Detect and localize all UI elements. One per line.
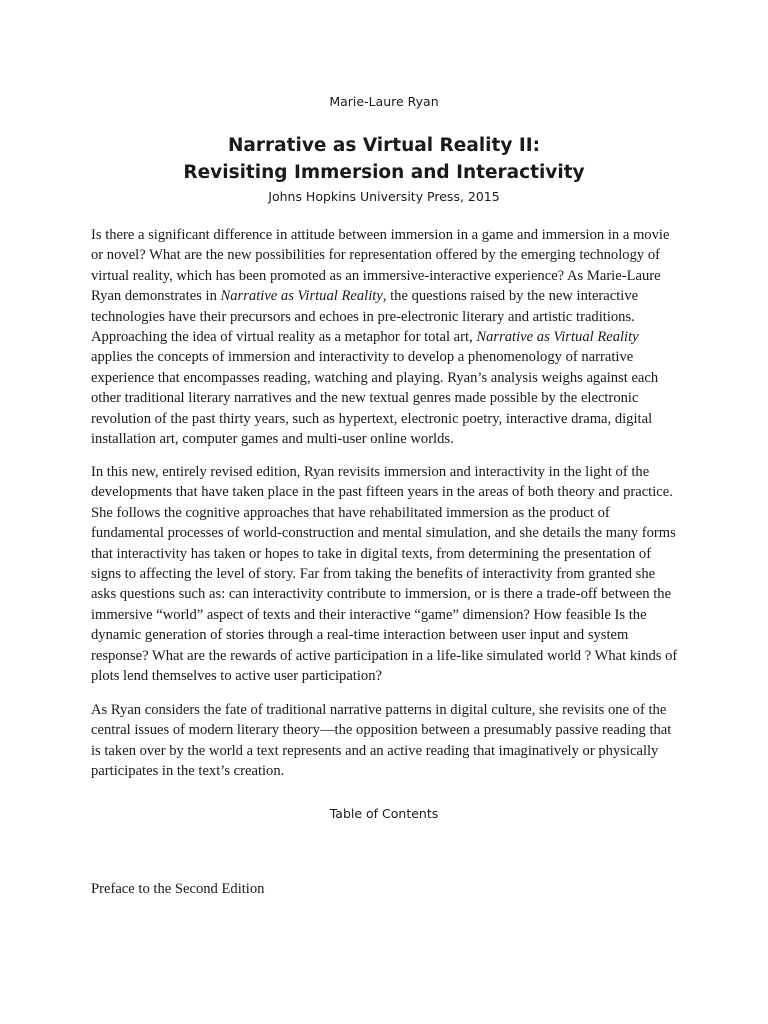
paragraph-1-text-b: , the questions raised by the new interactive technologies have their precursors and echoes in pre-electronic literary and artistic traditions. Approaching the idea of virtual reality as a metaphor for total art,	[91, 288, 639, 346]
paragraph-1-text-a: Is there a significant difference in attitude between immersion in a game and immersion in a movie or novel? What are the new possibilities for representation offered by the emerging technology of virtual reality, which has been promoted as an immersive-interactive experience? As Marie-Laure Ryan demonstrates in	[91, 227, 670, 305]
book-title	[0, 132, 768, 186]
book-title-line-2: Revisiting Immersion and Interactivity	[183, 162, 585, 183]
toc-item: Preface to the Second Edition	[91, 881, 265, 897]
paragraph-1-italic-title-1: Narrative as Virtual Reality	[220, 288, 383, 305]
toc-heading: Table of Contents	[329, 806, 439, 821]
paragraph-3: As Ryan considers the fate of traditional narrative patterns in digital culture, she revisits one of the central issues of modern literary theory—the opposition between a presumably passive reading that is taken over by the world a text represents and an active reading that imaginatively or physically participates in the text’s creation.	[91, 702, 672, 780]
paragraph-1-text-c: applies the concepts of immersion and interactivity to develop a phenomenology of narrative experience that encompasses reading, watching and playing. Ryan’s analysis weighs against each other traditional literary narratives and the new textual genres made possible by the electronic revolution of the past thirty years, such as hypertext, electronic poetry, interactive drama, digital installation art, computer games and multi-user online worlds.	[91, 349, 659, 448]
paragraph-1-italic-title-2: Narrative as Virtual Reality	[476, 329, 639, 346]
author-name: Marie-Laure Ryan	[329, 94, 439, 109]
book-title-line-1: Narrative as Virtual Reality II:	[227, 135, 541, 156]
publisher-line: Johns Hopkins University Press, 2015	[268, 189, 500, 204]
paragraph-1	[91, 225, 681, 449]
paragraph-2: In this new, entirely revised edition, Ryan revisits immersion and interactivity in the light of the developments that have taken place in the past fifteen years in the areas of both theory and practice. She follows the cognitive approaches that have rehabilitated immersion as the product of fundamental processes of world-construction and mental simulation, and she details the many forms that interactivity has taken or hopes to take in digital texts, from determining the presentation of signs to affecting the level of story. Far from taking the benefits of interactivity from granted she asks questions such as: can interactivity contribute to immersion, or is there a trade-off between the immersive “world” aspect of texts and their interactive “game” dimension? How feasible Is the dynamic generation of stories through a real-time interaction between user input and system response? What are the rewards of active participation in a life-like simulated world ? What kinds of plots lend themselves to active user participation?	[91, 464, 678, 685]
